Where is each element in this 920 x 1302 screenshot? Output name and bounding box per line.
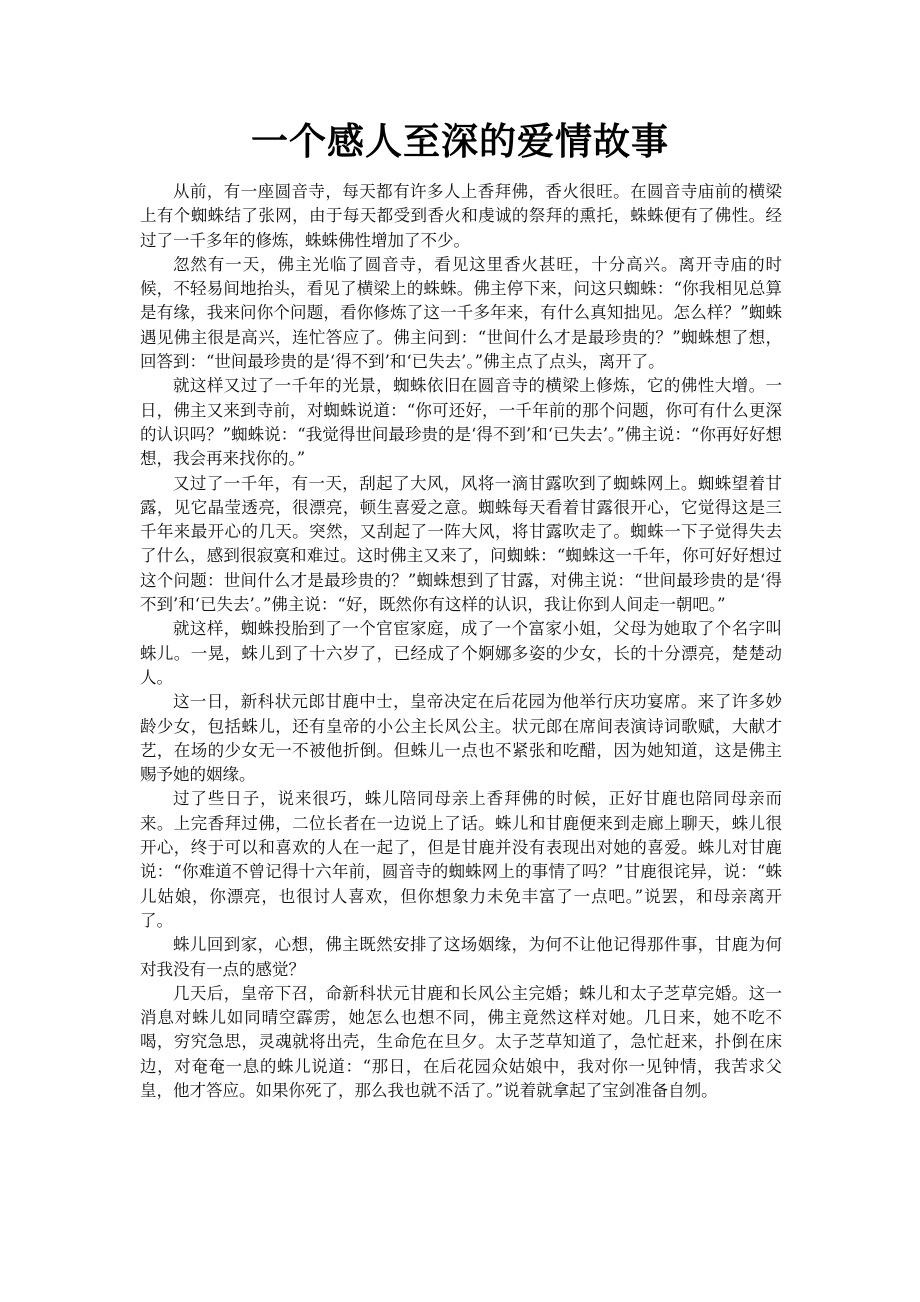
paragraph: 就这样又过了一千年的光景，蜘蛛依旧在圆音寺的横梁上修炼，它的佛性大增。一日，佛主又来到寺前，对蜘蛛说道：“你可还好，一千年前的那个问题，你可有什么更深的认识吗？”蜘蛛说：“我觉得世间最珍贵的是‘得不到’和‘已失去’。”佛主说：“你再好好想想，我会再来找你的。” <box>140 376 782 469</box>
paragraph: 又过了一千年，有一天，刮起了大风，风将一滴甘露吹到了蜘蛛网上。蜘蛛望着甘露，见它晶莹透亮，很漂亮，顿生喜爱之意。蜘蛛每天看着甘露很开心，它觉得这是三千年来最开心的几天。突然，又刮起了一阵大风，将甘露吹走了。蜘蛛一下子觉得失去了什么，感到很寂寞和难过。这时佛主又来了，问蜘蛛：“蜘蛛这一千年，你可好好想过这个问题：世间什么才是最珍贵的？”蜘蛛想到了甘露，对佛主说：“世间最珍贵的是‘得不到’和‘已失去’。”佛主说：“好，既然你有这样的认识，我让你到人间走一朝吧。” <box>140 473 782 615</box>
paragraph: 蛛儿回到家，心想，佛主既然安排了这场姻缘，为何不让他记得那件事，甘鹿为何对我没有一点的感觉？ <box>140 935 782 979</box>
paragraph: 忽然有一天，佛主光临了圆音寺，看见这里香火甚旺，十分高兴。离开寺庙的时候，不轻易间地抬头，看见了横梁上的蛛蛛。佛主停下来，问这只蜘蛛：“你我相见总算是有缘，我来问你个问题，看你修炼了这一千多年来，有什么真知拙见。怎么样？”蜘蛛遇见佛主很是高兴，连忙答应了。佛主问到：“世间什么才是最珍贵的？”蜘蛛想了想，回答到：“世间最珍贵的是‘得不到’和‘已失去’。”佛主点了点头，离开了。 <box>140 254 782 372</box>
paragraph: 就这样，蜘蛛投胎到了一个官宦家庭，成了一个富家小姐，父母为她取了个名字叫蛛儿。一晃，蛛儿到了十六岁了，已经成了个婀娜多姿的少女，长的十分漂亮，楚楚动人。 <box>140 619 782 687</box>
paragraph: 从前，有一座圆音寺，每天都有许多人上香拜佛，香火很旺。在圆音寺庙前的横梁上有个蜘蛛结了张网，由于每天都受到香火和虔诚的祭拜的熏托，蛛蛛便有了佛性。经过了一千多年的修炼，蛛蛛佛性增加了不少。 <box>140 182 782 250</box>
paragraph: 过了些日子，说来很巧，蛛儿陪同母亲上香拜佛的时候，正好甘鹿也陪同母亲而来。上完香拜过佛，二位长者在一边说上了话。蛛儿和甘鹿便来到走廊上聊天，蛛儿很开心，终于可以和喜欢的人在一起了，但是甘鹿并没有表现出对她的喜爱。蛛儿对甘鹿说：“你难道不曾记得十六年前，圆音寺的蜘蛛网上的事情了吗？”甘鹿很诧异，说：“蛛儿姑娘，你漂亮，也很讨人喜欢，但你想象力未免丰富了一点吧。”说罢，和母亲离开了。 <box>140 789 782 930</box>
paragraph: 几天后，皇帝下召，命新科状元甘鹿和长风公主完婚；蛛儿和太子芝草完婚。这一消息对蛛儿如同晴空霹雳，她怎么也想不同，佛主竟然这样对她。几日来，她不吃不喝，穷究急思，灵魂就将出壳，生命危在旦夕。太子芝草知道了，急忙赶来，扑倒在床边，对奄奄一息的蛛儿说道：“那日，在后花园众姑娘中，我对你一见钟情，我苦求父皇，他才答应。如果你死了，那么我也就不活了。”说着就拿起了宝剑准备自刎。 <box>140 983 782 1100</box>
page-title: 一个感人至深的爱情故事 <box>251 120 669 163</box>
paragraph: 这一日，新科状元郎甘鹿中士，皇帝决定在后花园为他举行庆功宴席。来了许多妙龄少女，包括蛛儿，还有皇帝的小公主长风公主。状元郎在席间表演诗词歌赋，大献才艺，在场的少女无一不被他折倒。但蛛儿一点也不紧张和吃醋，因为她知道，这是佛主赐予她的姻缘。 <box>140 692 782 785</box>
story-body <box>140 180 782 1103</box>
